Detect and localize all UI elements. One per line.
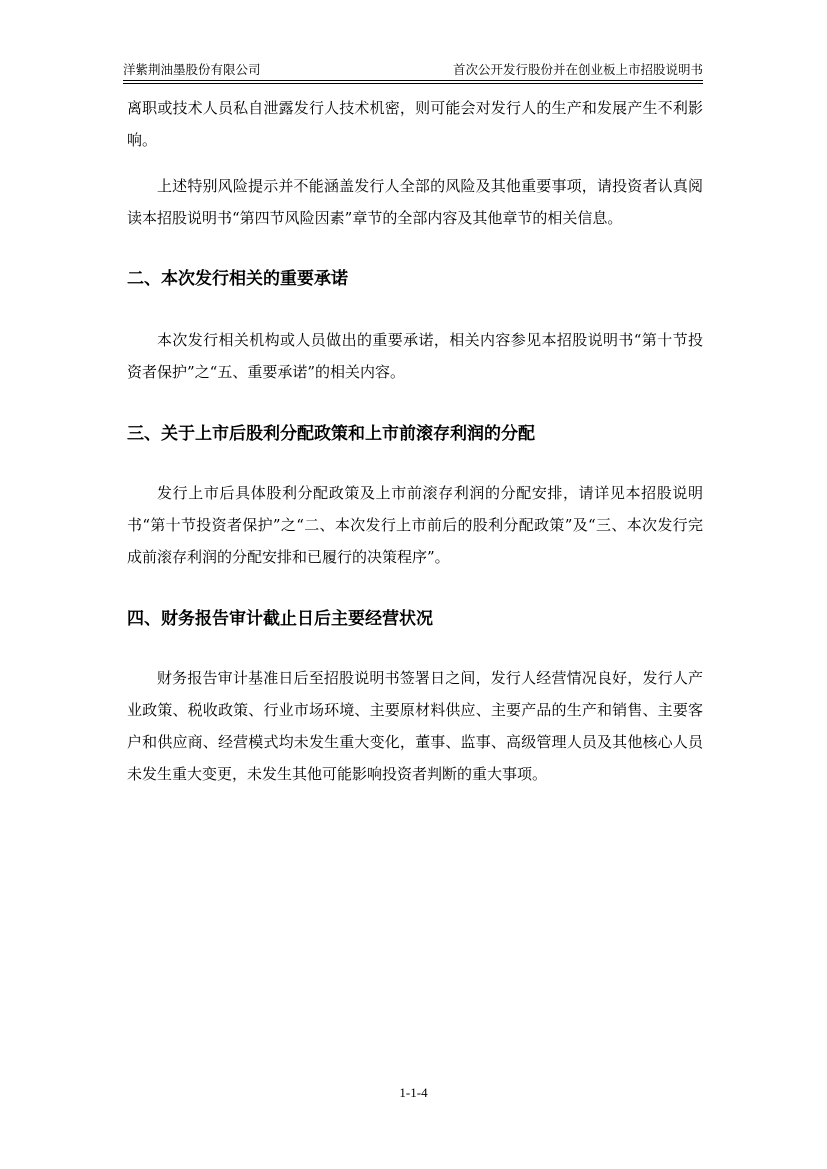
- section-heading-commitments: 二、本次发行相关的重要承诺: [127, 269, 348, 289]
- section-heading-dividend-policy: 三、关于上市后股利分配政策和上市前滚存利润的分配: [127, 424, 535, 444]
- paragraph-continued: 离职或技术人员私自泄露发行人技术机密，则可能会对发行人的生产和发展产生不利影响。: [127, 99, 703, 149]
- section-heading-post-audit-operations: 四、财务报告审计截止日后主要经营状况: [127, 609, 433, 629]
- paragraph-dividend-policy: 发行上市后具体股利分配政策及上市前滚存利润的分配安排，请详见本招股说明书“第十节投资者保护”之“二、本次发行上市前后的股利分配政策”及“三、本次发行完成前滚存利润的分配安排和已履行的决策程序”。: [127, 484, 703, 566]
- header-document-title: 首次公开发行股份并在创业板上市招股说明书: [452, 62, 703, 77]
- page-number: 1-1-4: [399, 1085, 428, 1100]
- header-company-name: 洋紫荆油墨股份有限公司: [123, 62, 261, 77]
- page-header: [123, 58, 703, 81]
- paragraph-risk-notice: 上述特别风险提示并不能涵盖发行人全部的风险及其他重要事项，请投资者认真阅读本招股说明书“第四节风险因素”章节的全部内容及其他章节的相关信息。: [127, 177, 703, 227]
- page-content: [127, 92, 703, 790]
- paragraph-post-audit-operations: 财务报告审计基准日后至招股说明书签署日之间，发行人经营情况良好，发行人产业政策、税收政策、行业市场环境、主要原材料供应、主要产品的生产和销售、主要客户和供应商、经营模式均未发生重大变化，董事、监事、高级管理人员及其他核心人员未发生重大变更，未发生其他可能影响投资者判断的重大事项。: [127, 669, 703, 783]
- paragraph-commitments: 本次发行相关机构或人员做出的重要承诺，相关内容参见本招股说明书“第十节投资者保护”之“五、重要承诺”的相关内容。: [127, 331, 703, 381]
